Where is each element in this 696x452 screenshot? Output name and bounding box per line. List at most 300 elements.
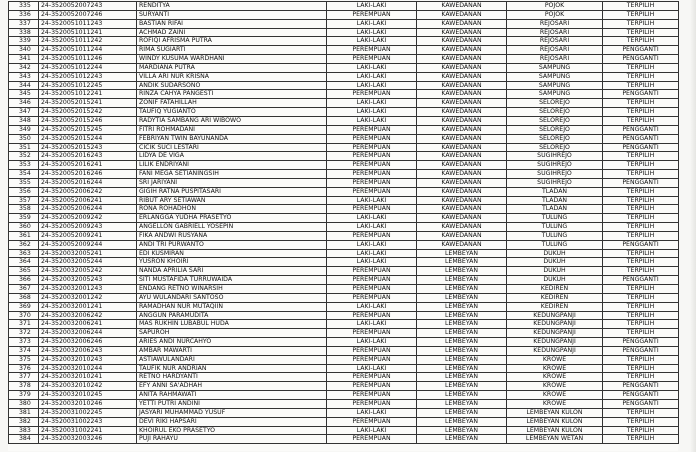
- district-cell: KAWEDANAN: [417, 205, 507, 214]
- gender-cell: LAKI-LAKI: [327, 240, 417, 249]
- village-cell: KEDIREN: [507, 293, 603, 302]
- row-number-cell: 378: [9, 382, 39, 391]
- district-cell: LEMBEYAN: [417, 355, 507, 364]
- district-cell: LEMBEYAN: [417, 373, 507, 382]
- registration-number-cell: 24-3520032006243: [39, 346, 137, 355]
- registration-number-cell: 24-3520032010244: [39, 364, 137, 373]
- registration-number-cell: 24-3520052015241: [39, 99, 137, 108]
- village-cell: KEDUNGPANJI: [507, 346, 603, 355]
- registration-number-cell: 24-3520032005241: [39, 249, 137, 258]
- row-number-cell: 341: [9, 55, 39, 64]
- table-row: [9, 231, 679, 240]
- gender-cell: LAKI-LAKI: [327, 72, 417, 81]
- table-row: [9, 28, 679, 37]
- gender-cell: LAKI-LAKI: [327, 108, 417, 117]
- registration-number-cell: 24-3520032006241: [39, 320, 137, 329]
- participant-name-cell: TAUFIQ YUGIANTO: [137, 108, 327, 117]
- gender-cell: PEREMPUAN: [327, 382, 417, 391]
- registration-number-cell: 24-3520052009243: [39, 223, 137, 232]
- registration-number-cell: 24-3520052006241: [39, 196, 137, 205]
- table-row: [9, 134, 679, 143]
- registration-number-cell: 24-3520032010242: [39, 382, 137, 391]
- registration-number-cell: 24-3520052015242: [39, 108, 137, 117]
- village-cell: REJOSARI: [507, 46, 603, 55]
- gender-cell: LAKI-LAKI: [327, 2, 417, 11]
- status-cell: TERPILIH: [603, 63, 679, 72]
- status-cell: TERPILIH: [603, 81, 679, 90]
- village-cell: TLADAN: [507, 205, 603, 214]
- row-number-cell: 365: [9, 267, 39, 276]
- gender-cell: PEREMPUAN: [327, 311, 417, 320]
- participant-name-cell: SURYANTI: [137, 10, 327, 19]
- participant-name-cell: EDI KUSMIRAN: [137, 249, 327, 258]
- row-number-cell: 383: [9, 426, 39, 435]
- status-cell: PENGGANTI: [603, 46, 679, 55]
- status-cell: TERPILIH: [603, 408, 679, 417]
- table-row: [9, 373, 679, 382]
- participant-name-cell: MARDIANA PUTRA: [137, 63, 327, 72]
- village-cell: KROWE: [507, 399, 603, 408]
- village-cell: REJOSARI: [507, 37, 603, 46]
- village-cell: TULUNG: [507, 240, 603, 249]
- village-cell: DUKUH: [507, 267, 603, 276]
- participant-name-cell: SRI JARIYANI: [137, 178, 327, 187]
- row-number-cell: 347: [9, 108, 39, 117]
- status-cell: TERPILIH: [603, 187, 679, 196]
- participant-name-cell: JASYARI MUHAMMAD YUSUF: [137, 408, 327, 417]
- table-row: [9, 311, 679, 320]
- village-cell: DUKUH: [507, 258, 603, 267]
- village-cell: REJOSARI: [507, 55, 603, 64]
- district-cell: KAWEDANAN: [417, 170, 507, 179]
- district-cell: LEMBEYAN: [417, 364, 507, 373]
- village-cell: SELOREJO: [507, 134, 603, 143]
- status-cell: PENGGANTI: [603, 240, 679, 249]
- row-number-cell: 351: [9, 143, 39, 152]
- table-row: [9, 108, 679, 117]
- gender-cell: PEREMPUAN: [327, 435, 417, 444]
- participant-name-cell: SITI MUSTAFIDA TURRUWAIDA: [137, 276, 327, 285]
- participant-name-cell: RAMADHAN NUR MUTAQIIN: [137, 302, 327, 311]
- gender-cell: LAKI-LAKI: [327, 28, 417, 37]
- participant-name-cell: BASTIAN RIFAI: [137, 19, 327, 28]
- village-cell: SELOREJO: [507, 108, 603, 117]
- registration-number-cell: 24-3520052007243: [39, 2, 137, 11]
- table-row: [9, 329, 679, 338]
- registration-number-cell: 24-3520052009241: [39, 231, 137, 240]
- scan-edge-shadow: [690, 0, 696, 452]
- gender-cell: PEREMPUAN: [327, 161, 417, 170]
- village-cell: POJOK: [507, 10, 603, 19]
- registration-number-cell: 24-3520032006242: [39, 311, 137, 320]
- participant-name-cell: FANI MEGA SETIANINGSIH: [137, 170, 327, 179]
- table-row: [9, 46, 679, 55]
- participant-table: [8, 1, 679, 444]
- status-cell: TERPILIH: [603, 311, 679, 320]
- gender-cell: LAKI-LAKI: [327, 63, 417, 72]
- participant-name-cell: GIGIH RATNA PUSPITASARI: [137, 187, 327, 196]
- table-row: [9, 143, 679, 152]
- participant-name-cell: DEVI RIKI HAPSARI: [137, 417, 327, 426]
- participant-name-cell: NANDA APRILIA SARI: [137, 267, 327, 276]
- row-number-cell: 372: [9, 329, 39, 338]
- district-cell: LEMBEYAN: [417, 417, 507, 426]
- district-cell: KAWEDANAN: [417, 116, 507, 125]
- row-number-cell: 339: [9, 37, 39, 46]
- table-row: [9, 90, 679, 99]
- gender-cell: PEREMPUAN: [327, 152, 417, 161]
- district-cell: LEMBEYAN: [417, 338, 507, 347]
- village-cell: TULUNG: [507, 231, 603, 240]
- row-number-cell: 370: [9, 311, 39, 320]
- gender-cell: PEREMPUAN: [327, 417, 417, 426]
- district-cell: LEMBEYAN: [417, 426, 507, 435]
- status-cell: TERPILIH: [603, 293, 679, 302]
- row-number-cell: 349: [9, 125, 39, 134]
- village-cell: KEDUNGPANJI: [507, 311, 603, 320]
- row-number-cell: 368: [9, 293, 39, 302]
- table-row: [9, 196, 679, 205]
- gender-cell: LAKI-LAKI: [327, 302, 417, 311]
- district-cell: LEMBEYAN: [417, 346, 507, 355]
- status-cell: PENGGANTI: [603, 178, 679, 187]
- status-cell: TERPILIH: [603, 223, 679, 232]
- gender-cell: PEREMPUAN: [327, 391, 417, 400]
- table-row: [9, 223, 679, 232]
- table-row: [9, 285, 679, 294]
- village-cell: SUGIHREJO: [507, 178, 603, 187]
- registration-number-cell: 24-3520051012243: [39, 72, 137, 81]
- village-cell: SELOREJO: [507, 99, 603, 108]
- registration-number-cell: 24-3520051011241: [39, 28, 137, 37]
- district-cell: KAWEDANAN: [417, 10, 507, 19]
- registration-number-cell: 24-3520051011246: [39, 55, 137, 64]
- district-cell: LEMBEYAN: [417, 267, 507, 276]
- registration-number-cell: 24-3520051011244: [39, 46, 137, 55]
- status-cell: PENGGANTI: [603, 382, 679, 391]
- table-row: [9, 170, 679, 179]
- district-cell: KAWEDANAN: [417, 37, 507, 46]
- village-cell: KROWE: [507, 355, 603, 364]
- gender-cell: LAKI-LAKI: [327, 19, 417, 28]
- table-row: [9, 293, 679, 302]
- table-row: [9, 99, 679, 108]
- table-row: [9, 10, 679, 19]
- village-cell: REJOSARI: [507, 28, 603, 37]
- table-row: [9, 408, 679, 417]
- table-row: [9, 364, 679, 373]
- participant-name-cell: ROFIQI AFRISMA PUTRA: [137, 37, 327, 46]
- registration-number-cell: 24-3520052016244: [39, 178, 137, 187]
- gender-cell: PEREMPUAN: [327, 285, 417, 294]
- village-cell: TULUNG: [507, 214, 603, 223]
- registration-number-cell: 24-3520032001241: [39, 302, 137, 311]
- status-cell: TERPILIH: [603, 426, 679, 435]
- status-cell: PENGGANTI: [603, 134, 679, 143]
- district-cell: LEMBEYAN: [417, 258, 507, 267]
- village-cell: SELOREJO: [507, 125, 603, 134]
- participant-name-cell: RENDITYA: [137, 2, 327, 11]
- row-number-cell: 375: [9, 355, 39, 364]
- table-row: [9, 19, 679, 28]
- district-cell: LEMBEYAN: [417, 320, 507, 329]
- row-number-cell: 343: [9, 72, 39, 81]
- registration-number-cell: 24-3520051012245: [39, 81, 137, 90]
- table-body: [9, 2, 679, 444]
- row-number-cell: 376: [9, 364, 39, 373]
- row-number-cell: 363: [9, 249, 39, 258]
- row-number-cell: 381: [9, 408, 39, 417]
- participant-name-cell: CICIK SUCI LESTARI: [137, 143, 327, 152]
- village-cell: TLADAN: [507, 187, 603, 196]
- row-number-cell: 382: [9, 417, 39, 426]
- village-cell: SUGIHREJO: [507, 161, 603, 170]
- district-cell: KAWEDANAN: [417, 196, 507, 205]
- table-row: [9, 417, 679, 426]
- gender-cell: PEREMPUAN: [327, 355, 417, 364]
- status-cell: PENGGANTI: [603, 125, 679, 134]
- district-cell: KAWEDANAN: [417, 63, 507, 72]
- participant-name-cell: ERLANGGA YUDHA PRASETYO: [137, 214, 327, 223]
- row-number-cell: 377: [9, 373, 39, 382]
- participant-name-cell: FIKA ANDWI RUSYANA: [137, 231, 327, 240]
- village-cell: LEMBEYAN KULON: [507, 417, 603, 426]
- gender-cell: PEREMPUAN: [327, 46, 417, 55]
- registration-number-cell: 24-3520031002243: [39, 417, 137, 426]
- table-row: [9, 302, 679, 311]
- gender-cell: PEREMPUAN: [327, 90, 417, 99]
- status-cell: TERPILIH: [603, 10, 679, 19]
- table-row: [9, 320, 679, 329]
- status-cell: TERPILIH: [603, 161, 679, 170]
- gender-cell: PEREMPUAN: [327, 399, 417, 408]
- table-row: [9, 276, 679, 285]
- participant-name-cell: LIDYA DE VIGA: [137, 152, 327, 161]
- table-row: [9, 382, 679, 391]
- status-cell: TERPILIH: [603, 302, 679, 311]
- gender-cell: LAKI-LAKI: [327, 408, 417, 417]
- district-cell: KAWEDANAN: [417, 223, 507, 232]
- registration-number-cell: 24-3520051012244: [39, 63, 137, 72]
- village-cell: POJOK: [507, 2, 603, 11]
- status-cell: PENGGANTI: [603, 90, 679, 99]
- participant-name-cell: SAPUROH: [137, 329, 327, 338]
- district-cell: KAWEDANAN: [417, 2, 507, 11]
- participant-name-cell: ANGELLON GABRIELL YOSEPIN: [137, 223, 327, 232]
- district-cell: LEMBEYAN: [417, 293, 507, 302]
- gender-cell: PEREMPUAN: [327, 187, 417, 196]
- registration-number-cell: 24-3520032006244: [39, 329, 137, 338]
- row-number-cell: 364: [9, 258, 39, 267]
- participant-name-cell: WINDY KUSUMA WARDHANI: [137, 55, 327, 64]
- gender-cell: LAKI-LAKI: [327, 426, 417, 435]
- row-number-cell: 350: [9, 134, 39, 143]
- village-cell: KEDUNGPANJI: [507, 338, 603, 347]
- district-cell: KAWEDANAN: [417, 231, 507, 240]
- status-cell: TERPILIH: [603, 108, 679, 117]
- table-row: [9, 240, 679, 249]
- village-cell: KROWE: [507, 382, 603, 391]
- status-cell: TERPILIH: [603, 72, 679, 81]
- gender-cell: LAKI-LAKI: [327, 223, 417, 232]
- village-cell: DUKUH: [507, 249, 603, 258]
- table-row: [9, 81, 679, 90]
- row-number-cell: 353: [9, 161, 39, 170]
- status-cell: TERPILIH: [603, 231, 679, 240]
- village-cell: SUGIHREJO: [507, 152, 603, 161]
- row-number-cell: 335: [9, 2, 39, 11]
- village-cell: LEMBEYAN KULON: [507, 408, 603, 417]
- row-number-cell: 342: [9, 63, 39, 72]
- participant-name-cell: FEBRIYAN TWIN BAYUNANDA: [137, 134, 327, 143]
- row-number-cell: 366: [9, 276, 39, 285]
- table-row: [9, 55, 679, 64]
- gender-cell: PEREMPUAN: [327, 125, 417, 134]
- village-cell: SELOREJO: [507, 143, 603, 152]
- district-cell: LEMBEYAN: [417, 382, 507, 391]
- participant-name-cell: ZONIF FATAHILLAH: [137, 99, 327, 108]
- registration-number-cell: 24-3520032001243: [39, 285, 137, 294]
- row-number-cell: 360: [9, 223, 39, 232]
- registration-number-cell: 24-3520032006246: [39, 338, 137, 347]
- table-row: [9, 161, 679, 170]
- gender-cell: LAKI-LAKI: [327, 99, 417, 108]
- table-row: [9, 267, 679, 276]
- row-number-cell: 380: [9, 399, 39, 408]
- participant-name-cell: PUJI RAHAYU: [137, 435, 327, 444]
- status-cell: TERPILIH: [603, 205, 679, 214]
- gender-cell: LAKI-LAKI: [327, 214, 417, 223]
- village-cell: LEMBEYAN WETAN: [507, 435, 603, 444]
- participant-name-cell: ACHMAD ZAINI: [137, 28, 327, 37]
- table-row: [9, 178, 679, 187]
- table-row: [9, 72, 679, 81]
- participant-name-cell: ANDI TRI PURWANTO: [137, 240, 327, 249]
- district-cell: LEMBEYAN: [417, 399, 507, 408]
- participant-name-cell: AMBAR MAWARTI: [137, 346, 327, 355]
- gender-cell: PEREMPUAN: [327, 178, 417, 187]
- registration-number-cell: 24-3520032010241: [39, 373, 137, 382]
- participant-name-cell: ENDANG RETNO WINARSIH: [137, 285, 327, 294]
- village-cell: KEDUNGPANJI: [507, 329, 603, 338]
- row-number-cell: 340: [9, 46, 39, 55]
- district-cell: KAWEDANAN: [417, 46, 507, 55]
- registration-number-cell: 24-3520051011242: [39, 37, 137, 46]
- registration-number-cell: 24-3520051011243: [39, 19, 137, 28]
- gender-cell: PEREMPUAN: [327, 10, 417, 19]
- participant-name-cell: ANDIK SUDARSONO: [137, 81, 327, 90]
- status-cell: TERPILIH: [603, 170, 679, 179]
- table-row: [9, 435, 679, 444]
- village-cell: TULUNG: [507, 223, 603, 232]
- status-cell: PENGGANTI: [603, 276, 679, 285]
- registration-number-cell: 24-3520052015244: [39, 134, 137, 143]
- table-row: [9, 346, 679, 355]
- row-number-cell: 359: [9, 214, 39, 223]
- row-number-cell: 369: [9, 302, 39, 311]
- status-cell: TERPILIH: [603, 19, 679, 28]
- status-cell: TERPILIH: [603, 28, 679, 37]
- registration-number-cell: 24-3520052015243: [39, 143, 137, 152]
- registration-number-cell: 24-3520032005242: [39, 267, 137, 276]
- participant-name-cell: TAUFIK NUR ANDRIAN: [137, 364, 327, 373]
- district-cell: KAWEDANAN: [417, 240, 507, 249]
- district-cell: KAWEDANAN: [417, 152, 507, 161]
- row-number-cell: 346: [9, 99, 39, 108]
- village-cell: KROWE: [507, 364, 603, 373]
- row-number-cell: 361: [9, 231, 39, 240]
- registration-number-cell: 24-3520032003246: [39, 435, 137, 444]
- table-row: [9, 355, 679, 364]
- district-cell: LEMBEYAN: [417, 435, 507, 444]
- district-cell: KAWEDANAN: [417, 19, 507, 28]
- table-row: [9, 205, 679, 214]
- participant-name-cell: FITRI ROHMADANI: [137, 125, 327, 134]
- village-cell: SAMPUNG: [507, 63, 603, 72]
- status-cell: TERPILIH: [603, 116, 679, 125]
- district-cell: KAWEDANAN: [417, 187, 507, 196]
- registration-number-cell: 24-3520052015245: [39, 125, 137, 134]
- gender-cell: PEREMPUAN: [327, 293, 417, 302]
- registration-number-cell: 24-3520052009242: [39, 214, 137, 223]
- registration-number-cell: 24-3520052016243: [39, 152, 137, 161]
- village-cell: KEDUNGPANJI: [507, 320, 603, 329]
- participant-name-cell: RETNO HARDYANTI: [137, 373, 327, 382]
- gender-cell: PEREMPUAN: [327, 346, 417, 355]
- participant-name-cell: ASTIAWULANDARI: [137, 355, 327, 364]
- status-cell: TERPILIH: [603, 152, 679, 161]
- village-cell: KROWE: [507, 373, 603, 382]
- district-cell: LEMBEYAN: [417, 311, 507, 320]
- registration-number-cell: 24-3520052006244: [39, 205, 137, 214]
- district-cell: LEMBEYAN: [417, 276, 507, 285]
- district-cell: KAWEDANAN: [417, 134, 507, 143]
- status-cell: TERPILIH: [603, 285, 679, 294]
- registration-number-cell: 24-3520032001242: [39, 293, 137, 302]
- village-cell: KROWE: [507, 391, 603, 400]
- gender-cell: PEREMPUAN: [327, 170, 417, 179]
- row-number-cell: 358: [9, 205, 39, 214]
- district-cell: KAWEDANAN: [417, 55, 507, 64]
- status-cell: TERPILIH: [603, 99, 679, 108]
- village-cell: SAMPUNG: [507, 90, 603, 99]
- registration-number-cell: 24-3520032010245: [39, 391, 137, 400]
- table-row: [9, 391, 679, 400]
- row-number-cell: 336: [9, 10, 39, 19]
- row-number-cell: 356: [9, 187, 39, 196]
- table-row: [9, 125, 679, 134]
- status-cell: PENGGANTI: [603, 346, 679, 355]
- status-cell: TERPILIH: [603, 364, 679, 373]
- status-cell: TERPILIH: [603, 267, 679, 276]
- gender-cell: LAKI-LAKI: [327, 249, 417, 258]
- table-row: [9, 338, 679, 347]
- village-cell: SAMPUNG: [507, 72, 603, 81]
- row-number-cell: 338: [9, 28, 39, 37]
- document-sheet: [8, 1, 678, 451]
- gender-cell: PEREMPUAN: [327, 143, 417, 152]
- district-cell: KAWEDANAN: [417, 72, 507, 81]
- row-number-cell: 379: [9, 391, 39, 400]
- table-row: [9, 258, 679, 267]
- district-cell: LEMBEYAN: [417, 285, 507, 294]
- row-number-cell: 345: [9, 90, 39, 99]
- participant-name-cell: YUSRON KHOIRI: [137, 258, 327, 267]
- participant-name-cell: RONA ROHADHON: [137, 205, 327, 214]
- status-cell: TERPILIH: [603, 196, 679, 205]
- participant-name-cell: LILIK ENDRIYANI: [137, 161, 327, 170]
- district-cell: KAWEDANAN: [417, 81, 507, 90]
